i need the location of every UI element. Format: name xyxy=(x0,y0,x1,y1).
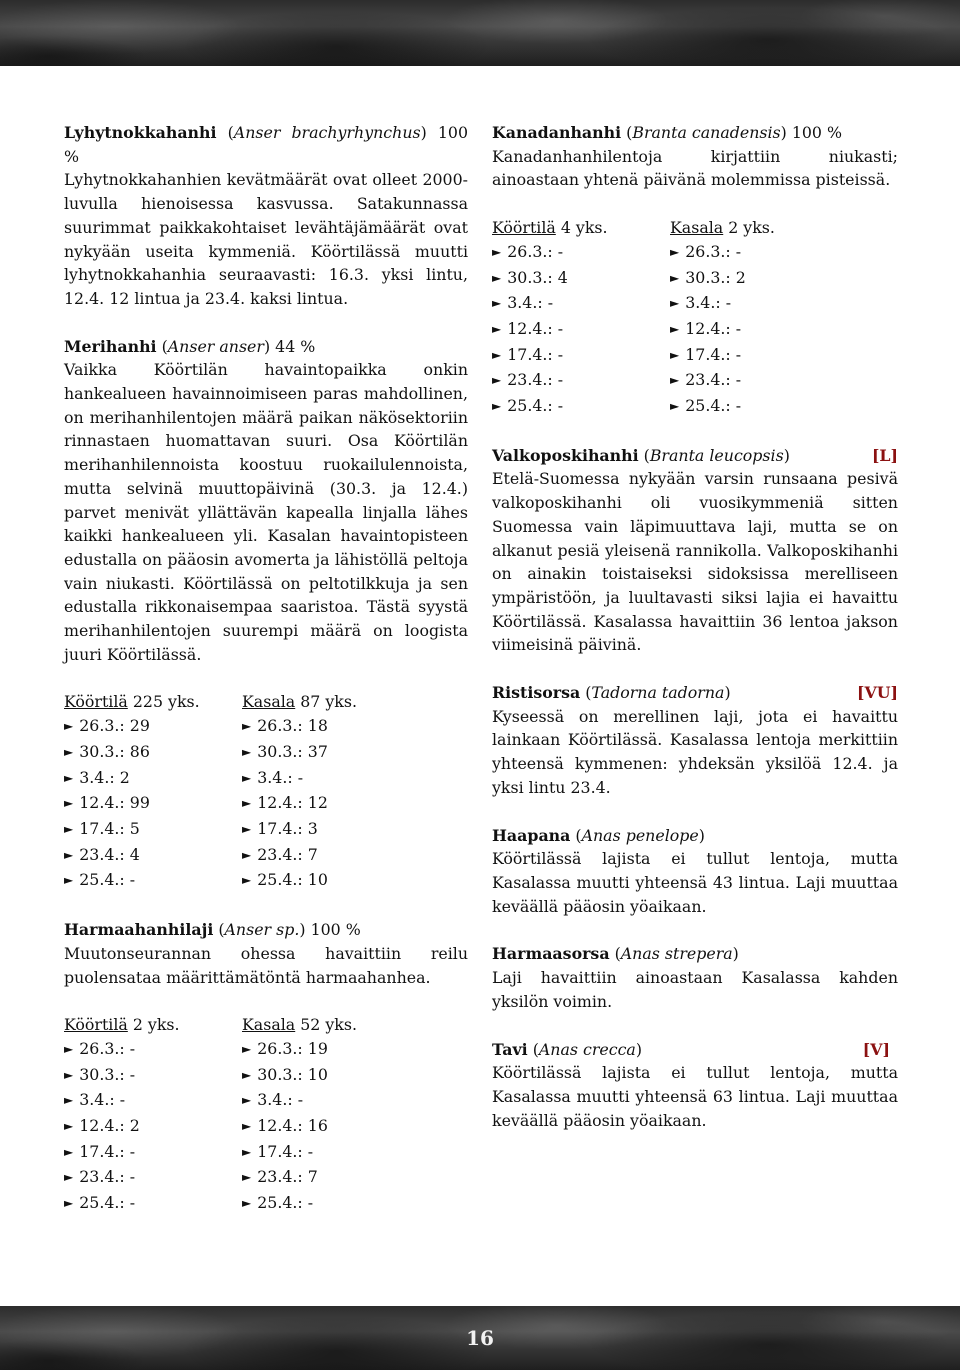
status-tag: [L] xyxy=(871,445,898,465)
count-row xyxy=(242,1088,442,1114)
count-row xyxy=(670,317,870,343)
paren: ) xyxy=(724,683,731,703)
triangle-bullet-icon: ► xyxy=(242,1144,252,1159)
count-value: 26.3.: 19 xyxy=(257,1038,328,1058)
count-row xyxy=(64,714,242,740)
species-paragraph xyxy=(492,824,898,919)
count-column xyxy=(670,216,870,420)
triangle-bullet-icon: ► xyxy=(492,399,502,414)
species-text: Etelä-Suomessa nykyään varsin runsaana pesivä valkoposkihanhi oli vuosikymmeniä sitten Suomessa vain läpimuuttava laji, mutta se on alkanut pesiä yleisenä rannikolla. Valkoposkihanhi on ainakin toistaiseksi sidoksissa merelliseen ympäristöön, ja luultavasti siksi lajia ei havaittu Köörtilässä. Kasalassa havaittiin 36 lentoa jakson viimeisinä päivinä. xyxy=(492,469,898,655)
count-value: 23.4.: - xyxy=(79,1167,136,1187)
species-text: Lyhytnokkahanhien kevätmäärät ovat olleet 2000-luvulla hienoisessa kasvussa. Satakunnassa suurimmat paikkakohtaiset levähtäjämäärät ovat nykyään useita kymmeniä. Köörtilässä muutti lyhytnokkahanhia seuraavasti: 16.3. yksi lintu, 12.4. 12 lintua ja 23.4. kaksi lintua. xyxy=(64,170,468,308)
triangle-bullet-icon: ► xyxy=(670,347,680,362)
left-column xyxy=(64,121,468,1241)
count-value: 17.4.: - xyxy=(79,1141,136,1161)
count-row xyxy=(670,343,870,369)
count-value: 17.4.: 5 xyxy=(79,818,140,838)
species-paragraph xyxy=(64,918,468,989)
latin-name: Branta leucopsis xyxy=(649,445,784,465)
triangle-bullet-icon: ► xyxy=(242,796,252,811)
count-row xyxy=(64,1088,242,1114)
species-name: Tavi xyxy=(492,1039,528,1059)
count-value: 17.4.: - xyxy=(685,344,742,364)
count-column xyxy=(242,690,442,894)
species-harmaasorsa xyxy=(492,942,898,1013)
triangle-bullet-icon: ► xyxy=(242,719,252,734)
latin-name: Branta canadensis xyxy=(632,123,781,142)
triangle-bullet-icon: ► xyxy=(64,744,74,759)
species-name: Valkoposkihanhi xyxy=(492,445,639,465)
species-name: Merihanhi xyxy=(64,336,157,356)
triangle-bullet-icon: ► xyxy=(64,1067,74,1082)
triangle-bullet-icon: ► xyxy=(670,244,680,259)
count-value: 3.4.: 2 xyxy=(79,767,130,787)
species-paragraph xyxy=(492,121,898,192)
species-valkoposkihanhi xyxy=(492,444,898,657)
count-row xyxy=(64,1114,242,1140)
count-value: 26.3.: 18 xyxy=(257,716,328,736)
triangle-bullet-icon: ► xyxy=(242,1196,252,1211)
count-value: 23.4.: - xyxy=(507,370,564,390)
species-name: Harmaasorsa xyxy=(492,944,610,964)
paren: ( xyxy=(213,920,225,940)
species-text: Köörtilässä lajista ei tullut lentoja, mutta Kasalassa muutti yhteensä 63 lintua. Laji muuttaa keväällä pääosin yöaikaan. xyxy=(492,1063,898,1130)
status-tag: [VU] xyxy=(857,683,898,703)
count-value: 12.4.: - xyxy=(685,318,742,338)
triangle-bullet-icon: ► xyxy=(242,744,252,759)
counts-harmaahanhilaji xyxy=(64,1013,468,1217)
site-name: Köörtilä xyxy=(64,692,128,712)
species-merihanhi xyxy=(64,335,468,667)
site-total: 2 yks. xyxy=(127,1015,180,1035)
site-total: 52 yks. xyxy=(295,1015,357,1035)
site-name: Kasala xyxy=(670,218,724,238)
count-row xyxy=(670,291,870,317)
count-row xyxy=(64,817,242,843)
species-name: Ristisorsa xyxy=(492,683,581,703)
count-row xyxy=(64,843,242,869)
triangle-bullet-icon: ► xyxy=(64,770,74,785)
count-value: 25.4.: - xyxy=(507,396,564,416)
triangle-bullet-icon: ► xyxy=(64,1093,74,1108)
species-paragraph xyxy=(64,121,468,311)
count-value: 25.4.: - xyxy=(685,396,742,416)
paren: ) xyxy=(635,1039,643,1059)
count-row xyxy=(64,1165,242,1191)
count-value: 3.4.: - xyxy=(685,293,732,313)
triangle-bullet-icon: ► xyxy=(492,347,502,362)
paren: ) xyxy=(299,920,306,940)
count-value: 12.4.: 99 xyxy=(79,793,150,813)
page-number: 16 xyxy=(466,1326,494,1350)
count-row xyxy=(670,368,870,394)
count-value: 3.4.: - xyxy=(79,1090,126,1110)
count-value: 25.4.: - xyxy=(257,1193,314,1213)
count-row xyxy=(242,817,442,843)
percentage: 100 % xyxy=(305,920,361,940)
paren: ) xyxy=(420,123,427,142)
count-row xyxy=(492,394,670,420)
triangle-bullet-icon: ► xyxy=(242,1067,252,1082)
count-value: 30.3.: 37 xyxy=(257,741,328,761)
site-name: Kasala xyxy=(242,1015,296,1035)
species-text: Köörtilässä lajista ei tullut lentoja, mutta Kasalassa muutti yhteensä 43 lintua. Laji muuttaa keväällä pääosin yöaikaan. xyxy=(492,849,898,916)
site-total: 4 yks. xyxy=(555,218,608,238)
site-total: 87 yks. xyxy=(295,692,357,712)
triangle-bullet-icon: ► xyxy=(64,1041,74,1056)
site-total: 225 yks. xyxy=(127,692,200,712)
site-total: 2 yks. xyxy=(723,218,775,238)
counts-kanadanhanhi xyxy=(492,216,898,420)
species-text: Vaikka Köörtilän havaintopaikka onkin hankealueen havainnoimiseen paras mahdollinen, on merihanhilentojen määrä paikan näkösektoriin rinnastaen huomattavan suuri. Osa Köörtilän merihanhilennoista koostuu ruokailulennoista, mutta selvinä muuttopäivinä (30.3. ja 12.4.) parvet menivät yllättävän kapealla linjalla lähes kaikki hankealueen yli. Kasalan havaintopisteen edustalla on pääosin avomerta ja lähistöllä peltoja vain niukasti. Köörtilässä on peltotilkkuja ja sen edustalla rikkonaisempaa saaristoa. Tästä syystä merihanhilentojen suurempi määrä on loogista juuri Köörtilässä. xyxy=(64,360,468,664)
paren: ( xyxy=(570,825,582,845)
paren: ( xyxy=(527,1039,539,1059)
header-rock-texture xyxy=(0,0,960,66)
paren: ) xyxy=(780,123,787,142)
count-value: 30.3.: 10 xyxy=(257,1064,328,1084)
latin-name: Tadorna tadorna xyxy=(591,683,725,703)
species-paragraph xyxy=(492,1038,898,1133)
count-row xyxy=(64,1191,242,1217)
count-row xyxy=(64,740,242,766)
count-value: 17.4.: 3 xyxy=(257,818,318,838)
triangle-bullet-icon: ► xyxy=(492,373,502,388)
count-row xyxy=(670,240,870,266)
count-value: 30.3.: 4 xyxy=(507,267,568,287)
species-tavi xyxy=(492,1038,898,1133)
count-row xyxy=(64,1063,242,1089)
count-value: 30.3.: 86 xyxy=(79,741,150,761)
count-value: 3.4.: - xyxy=(507,293,554,313)
species-paragraph xyxy=(64,335,468,667)
percentage: 44 % xyxy=(270,336,316,356)
species-text: Muutonseurannan ohessa havaittiin reilu puolensataa määrittämätöntä harmaahanhea. xyxy=(64,943,468,987)
count-row xyxy=(242,1114,442,1140)
count-header xyxy=(64,690,242,714)
count-value: 3.4.: - xyxy=(257,1090,304,1110)
count-value: 23.4.: 7 xyxy=(257,844,318,864)
count-row xyxy=(492,266,670,292)
count-row xyxy=(670,266,870,292)
count-row xyxy=(242,791,442,817)
latin-name: Anser brachyrhynchus xyxy=(233,123,421,142)
species-heading xyxy=(492,1038,898,1062)
count-value: 26.3.: 29 xyxy=(79,716,150,736)
triangle-bullet-icon: ► xyxy=(492,244,502,259)
count-value: 26.3.: - xyxy=(685,241,742,261)
triangle-bullet-icon: ► xyxy=(64,1170,74,1185)
species-heading xyxy=(492,444,898,468)
latin-name: Anas crecca xyxy=(538,1039,636,1059)
triangle-bullet-icon: ► xyxy=(492,270,502,285)
species-harmaahanhilaji xyxy=(64,918,468,989)
triangle-bullet-icon: ► xyxy=(64,873,74,888)
count-value: 12.4.: 12 xyxy=(257,793,328,813)
count-value: 23.4.: 7 xyxy=(257,1167,318,1187)
triangle-bullet-icon: ► xyxy=(242,873,252,888)
count-value: 30.3.: 2 xyxy=(685,267,746,287)
species-heading xyxy=(492,824,898,848)
species-name: Lyhytnokkahanhi xyxy=(64,123,217,142)
triangle-bullet-icon: ► xyxy=(242,1093,252,1108)
species-text: Kanadanhanhilentoja kirjattiin niukasti; ainoastaan yhtenä päivänä molemmissa pisteissä. xyxy=(492,146,898,190)
triangle-bullet-icon: ► xyxy=(242,1119,252,1134)
count-column xyxy=(64,1013,242,1217)
triangle-bullet-icon: ► xyxy=(670,399,680,414)
status-tag: [V] xyxy=(862,1039,890,1059)
species-heading xyxy=(492,681,898,705)
count-value: 3.4.: - xyxy=(257,767,304,787)
triangle-bullet-icon: ► xyxy=(670,321,680,336)
count-row xyxy=(492,240,670,266)
count-column xyxy=(242,1013,442,1217)
triangle-bullet-icon: ► xyxy=(64,847,74,862)
count-value: 12.4.: - xyxy=(507,318,564,338)
paren: ) xyxy=(263,336,271,356)
paren: ( xyxy=(156,336,168,356)
count-row xyxy=(64,868,242,894)
count-row xyxy=(242,1063,442,1089)
species-text: Laji havaittiin ainoastaan Kasalassa kahden yksilön voimin. xyxy=(492,968,898,1011)
species-paragraph xyxy=(492,444,898,657)
count-value: 26.3.: - xyxy=(507,241,564,261)
count-row xyxy=(242,868,442,894)
species-name: Kanadanhanhi xyxy=(492,123,622,142)
site-name: Köörtilä xyxy=(64,1015,128,1035)
count-row xyxy=(64,1140,242,1166)
paren: ( xyxy=(580,683,592,703)
species-paragraph xyxy=(492,942,898,1013)
count-header xyxy=(670,216,870,240)
count-column xyxy=(492,216,670,420)
triangle-bullet-icon: ► xyxy=(242,770,252,785)
count-value: 17.4.: - xyxy=(507,344,564,364)
species-ristisorsa xyxy=(492,681,898,800)
paren: ) xyxy=(698,825,705,845)
count-value: 25.4.: - xyxy=(79,870,136,890)
percentage: 100 % xyxy=(64,123,469,166)
count-value: 25.4.: - xyxy=(79,1193,136,1213)
count-value: 17.4.: - xyxy=(257,1141,314,1161)
species-name: Harmaahanhilaji xyxy=(64,920,214,940)
latin-name: Anas penelope xyxy=(581,825,699,845)
triangle-bullet-icon: ► xyxy=(242,847,252,862)
latin-name: Anser sp. xyxy=(224,920,300,940)
counts-merihanhi xyxy=(64,690,468,894)
latin-name: Anser anser xyxy=(167,336,264,356)
species-paragraph xyxy=(492,681,898,800)
species-text: Kyseessä on merellinen laji, jota ei havaittu lainkaan Köörtilässä. Kasalassa lentoja merkittiin yhteensä kymmenen: yhdeksän yksilöä 12.4. ja yksi lintu 23.4. xyxy=(492,706,898,797)
species-lyhytnokkahanhi xyxy=(64,121,468,311)
triangle-bullet-icon: ► xyxy=(670,270,680,285)
count-value: 23.4.: - xyxy=(685,370,742,390)
count-row xyxy=(242,1191,442,1217)
count-value: 12.4.: 16 xyxy=(257,1116,328,1136)
triangle-bullet-icon: ► xyxy=(492,296,502,311)
species-kanadanhanhi xyxy=(492,121,898,192)
triangle-bullet-icon: ► xyxy=(670,296,680,311)
species-haapana xyxy=(492,824,898,919)
percentage: 100 % xyxy=(786,123,843,142)
paren: ) xyxy=(732,944,739,964)
count-value: 26.3.: - xyxy=(79,1038,136,1058)
right-column xyxy=(492,121,898,1156)
species-name: Haapana xyxy=(492,825,571,845)
count-value: 23.4.: 4 xyxy=(79,844,140,864)
count-row xyxy=(492,291,670,317)
paren: ( xyxy=(638,445,650,465)
triangle-bullet-icon: ► xyxy=(64,821,74,836)
triangle-bullet-icon: ► xyxy=(64,796,74,811)
triangle-bullet-icon: ► xyxy=(64,1196,74,1211)
triangle-bullet-icon: ► xyxy=(64,1119,74,1134)
triangle-bullet-icon: ► xyxy=(492,321,502,336)
count-row xyxy=(492,368,670,394)
triangle-bullet-icon: ► xyxy=(242,821,252,836)
paren: ) xyxy=(783,445,790,465)
paren: ( xyxy=(609,944,621,964)
triangle-bullet-icon: ► xyxy=(670,373,680,388)
count-row xyxy=(242,740,442,766)
count-header xyxy=(242,1013,442,1037)
count-row xyxy=(492,343,670,369)
count-row xyxy=(242,766,442,792)
count-row xyxy=(242,843,442,869)
count-value: 25.4.: 10 xyxy=(257,870,328,890)
triangle-bullet-icon: ► xyxy=(64,1144,74,1159)
count-header xyxy=(242,690,442,714)
triangle-bullet-icon: ► xyxy=(242,1041,252,1056)
count-column xyxy=(64,690,242,894)
count-row xyxy=(64,1037,242,1063)
paren: ( xyxy=(621,123,633,142)
count-row xyxy=(242,1165,442,1191)
site-name: Köörtilä xyxy=(492,218,556,238)
count-value: 30.3.: - xyxy=(79,1064,136,1084)
count-row xyxy=(242,714,442,740)
count-row xyxy=(242,1140,442,1166)
paren: ( xyxy=(216,123,234,142)
count-header xyxy=(492,216,670,240)
count-row xyxy=(242,1037,442,1063)
count-row xyxy=(64,791,242,817)
count-value: 12.4.: 2 xyxy=(79,1116,140,1136)
count-row xyxy=(492,317,670,343)
species-heading xyxy=(492,942,898,966)
count-header xyxy=(64,1013,242,1037)
triangle-bullet-icon: ► xyxy=(242,1170,252,1185)
latin-name: Anas strepera xyxy=(620,944,733,964)
site-name: Kasala xyxy=(242,692,296,712)
count-row xyxy=(64,766,242,792)
triangle-bullet-icon: ► xyxy=(64,719,74,734)
count-row xyxy=(670,394,870,420)
